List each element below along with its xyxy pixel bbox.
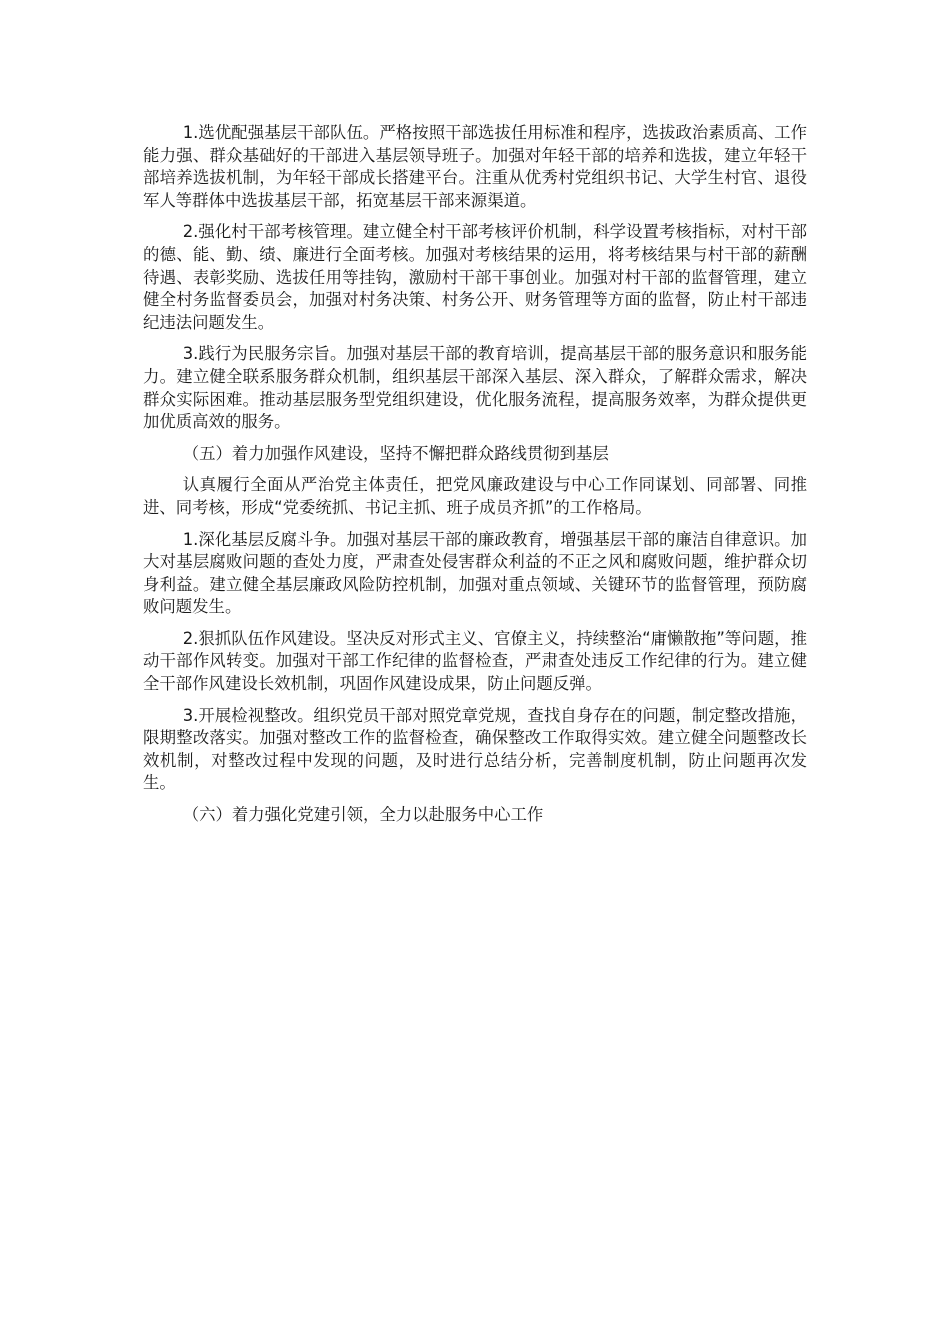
document-page [143, 122, 807, 836]
paragraph-work-style: 2.狠抓队伍作风建设。坚决反对形式主义、官僚主义，持续整治“庸懒散拖”等问题，推动干部作风转变。加强对干部工作纪律的监督检查，严肃查处违反工作纪律的行为。建立健全干部作风建设长效机制，巩固作风建设成果，防止问题反弹。 [143, 628, 807, 694]
section-heading-six: （六）着力强化党建引领，全力以赴服务中心工作 [182, 805, 544, 825]
paragraph-cadre-selection: 1.选优配强基层干部队伍。严格按照干部选拔任用标准和程序，选拔政治素质高、工作能力强、群众基础好的干部进入基层领导班子。加强对年轻干部的培养和选拔，建立年轻干部培养选拔机制，为年轻干部成长搭建平台。注重从优秀村党组织书记、大学生村官、退役军人等群体中选拔基层干部，拓宽基层干部来源渠道。 [143, 123, 807, 210]
paragraph-anti-corruption: 1.深化基层反腐斗争。加强对基层干部的廉政教育，增强基层干部的廉洁自律意识。加大对基层腐败问题的查处力度，严肃查处侵害群众利益的不正之风和腐败问题，维护群众切身利益。建立健全基层廉政风险防控机制，加强对重点领域、关键环节的监督管理，预防腐败问题发生。 [143, 529, 807, 617]
paragraph-party-responsibility: 认真履行全面从严治党主体责任，把党风廉政建设与中心工作同谋划、同部署、同推进、同考核，形成“党委统抓、书记主抓、班子成员齐抓”的工作格局。 [143, 475, 807, 517]
paragraph-village-cadre-assessment: 2.强化村干部考核管理。建立健全村干部考核评价机制，科学设置考核指标，对村干部的德、能、勤、绩、廉进行全面考核。加强对考核结果的运用，将考核结果与村干部的薪酬待遇、表彰奖励、选拔任用等挂钩，激励村干部干事创业。加强对村干部的监督管理，建立健全村务监督委员会，加强对村务决策、村务公开、财务管理等方面的监督，防止村干部违纪违法问题发生。 [143, 222, 807, 332]
paragraph-serve-the-people: 3.践行为民服务宗旨。加强对基层干部的教育培训，提高基层干部的服务意识和服务能力。建立健全联系服务群众机制，组织基层干部深入基层、深入群众，了解群众需求，解决群众实际困难。推动基层服务型党组织建设，优化服务流程，提高服务效率，为群众提供更加优质高效的服务。 [143, 344, 807, 432]
section-heading-five: （五）着力加强作风建设，坚持不懈把群众路线贯彻到基层 [182, 443, 609, 463]
paragraph-rectification: 3.开展检视整改。组织党员干部对照党章党规，查找自身存在的问题，制定整改措施，限期整改落实。加强对整改工作的监督检查，确保整改工作取得实效。建立健全问题整改长效机制，对整改过程中发现的问题，及时进行总结分析，完善制度机制，防止问题再次发生。 [143, 705, 807, 793]
